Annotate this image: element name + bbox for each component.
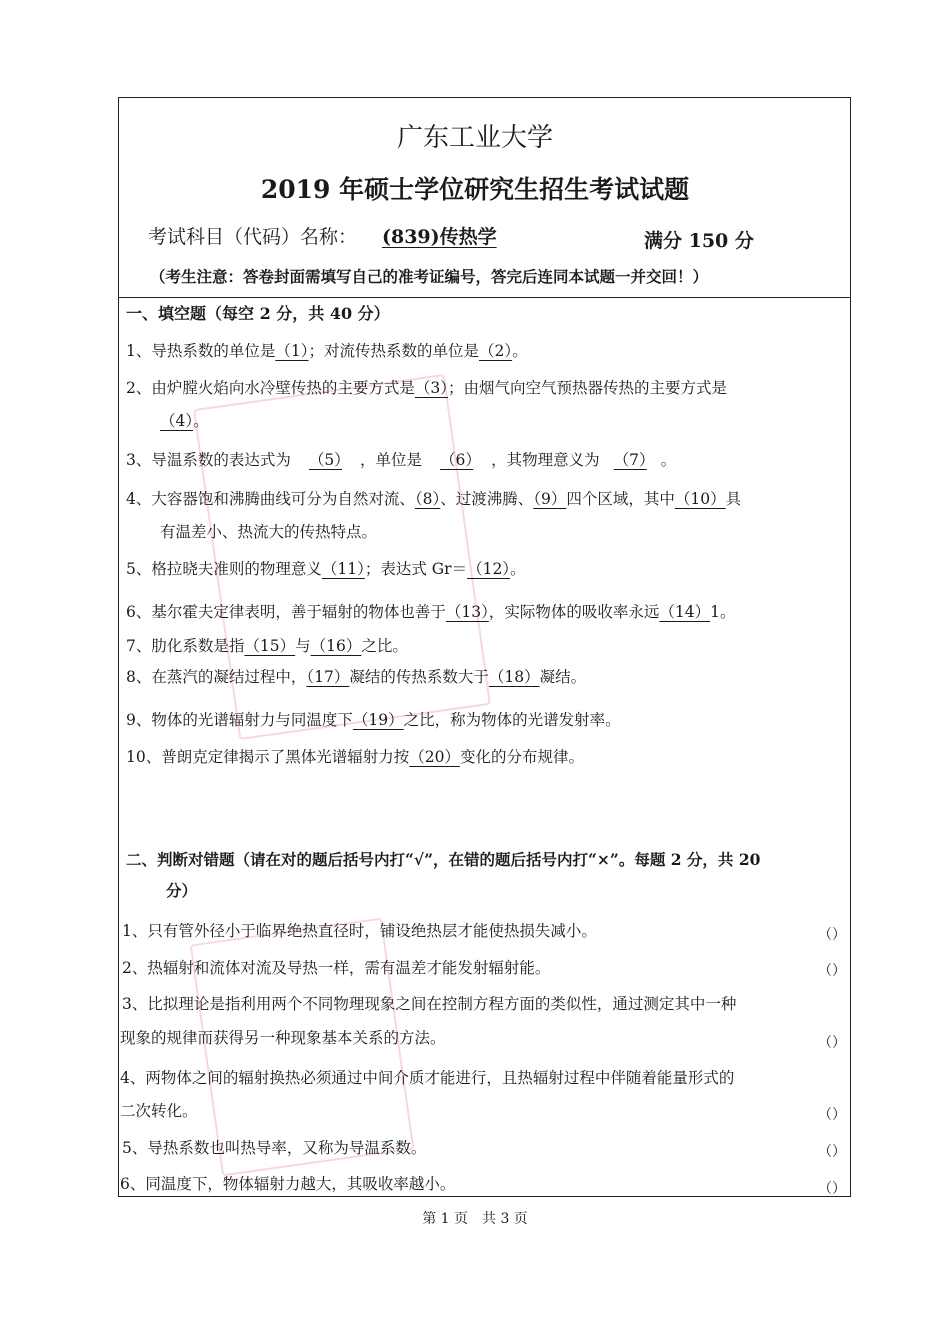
q4-text-2: 、过渡沸腾、 [440,490,534,508]
blank-18: （18） [488,668,540,686]
q5-text-2: ；表达式 Gr＝ [364,560,468,578]
university-name: 广东工业大学 [396,123,553,153]
question-7 [126,634,408,656]
blank-17: （17） [306,668,350,686]
q6-end: 1。 [710,603,736,621]
q3-text: 3、导温系数的表达式为 [126,451,291,469]
answer-paren-6[interactable]: （） [818,1181,846,1197]
judge-item-4-cont: 二次转化。 [120,1102,198,1120]
question-5 [126,557,526,579]
blank-10: （10） [674,490,726,508]
blank-6: （6） [440,451,474,469]
blank-15: （15） [244,637,296,655]
answer-paren-1[interactable]: （） [818,927,846,943]
subject-value: (839)传热学 [382,226,497,248]
judge-item-6: 6、同温度下，物体辐射力越大，其吸收率越小。 [120,1175,456,1193]
blank-20: （20） [409,748,460,766]
blank-1: （1） [275,342,309,360]
section2-title-cont: 分） [166,881,198,900]
q2-text: 2、由炉膛火焰向水冷壁传热的主要方式是 [126,379,415,397]
question-9 [126,708,621,730]
full-score: 满分 150 分 [644,230,754,252]
q1-text-2: ；对流传热系数的单位是 [308,342,480,360]
q2-text-2: ；由烟气向空气预热器传热的主要方式是 [448,379,728,397]
page-number: 第 1 页 共 3 页 [422,1211,528,1227]
answer-paren-3[interactable]: （） [818,1035,846,1051]
judge-item-3-cont: 现象的规律而获得另一种现象基本关系的方法。 [120,1029,446,1047]
question-10 [126,745,584,767]
question-6 [126,600,735,622]
q3-end: 。 [660,451,677,469]
blank-2: （2） [479,342,513,360]
section1-title: 一、填空题（每空 2 分，共 40 分） [126,304,390,323]
q3-text-2: ，单位是 [360,451,423,469]
blank-4: （4） [160,412,194,430]
section2-title: 二、判断对错题（请在对的题后括号内打“√”，在错的题后括号内打“×”。每题 2 分，共 20 [126,850,761,869]
q10-text: 10、普朗克定律揭示了黑体光谱辐射力按 [126,748,410,766]
q8-text-2: 凝结的传热系数大于 [349,668,489,686]
notice: （考生注意：答卷封面需填写自己的准考证编号，答完后连同本试题一并交回！） [150,267,709,286]
blank-9: （9） [533,490,567,508]
judge-item-2: 2、热辐射和流体对流及导热一样，需有温差才能发射辐射能。 [122,959,551,977]
q6-text-2: ，实际物体的吸收率永远 [488,603,660,621]
q5-text: 5、格拉晓夫准则的物理意义 [126,560,322,578]
question-4 [126,487,741,509]
blank-19: （19） [352,711,404,729]
q4-text-4: 具 [725,490,742,508]
q1-end: 。 [512,342,528,360]
q6-text: 6、基尔霍夫定律表明，善于辐射的物体也善于 [126,603,446,621]
blank-5: （5） [308,451,342,469]
q9-text: 9、物体的光谱辐射力与同温度下 [126,711,353,729]
blank-13: （13） [445,603,489,621]
header-divider [118,297,851,298]
q7-text-2: 与 [295,637,311,655]
question-2-cont [160,409,209,431]
q2-end: 。 [193,412,209,430]
q8-text: 8、在蒸汽的凝结过程中， [126,668,307,686]
q4-text-3: 四个区域，其中 [566,490,675,508]
judge-item-4: 4、两物体之间的辐射换热必须通过中间介质才能进行，且热辐射过程中伴随着能量形式的 [120,1069,735,1087]
answer-paren-5[interactable]: （） [818,1144,846,1160]
q3-text-3: ，其物理意义为 [491,451,600,469]
question-2 [126,376,727,398]
q7-end: 之比。 [361,637,408,655]
q5-end: 。 [510,560,526,578]
blank-11: （11） [321,560,365,578]
blank-8: （8） [414,490,441,508]
subject-label: 考试科目（代码）名称： [148,226,358,248]
answer-paren-4[interactable]: （） [818,1107,846,1123]
question-3 [126,448,676,470]
question-4-cont: 有温差小、热流大的传热特点。 [160,523,378,541]
blank-14: （14） [659,603,711,621]
blank-12: （12） [467,560,511,578]
q10-text-2: 变化的分布规律。 [459,748,584,766]
question-8 [126,665,586,687]
q4-text: 4、大容器饱和沸腾曲线可分为自然对流、 [126,490,415,508]
judge-item-1: 1、只有管外径小于临界绝热直径时，铺设绝热层才能使热损失减小。 [122,922,597,940]
q1-text: 1、导热系数的单位是 [126,342,276,360]
question-1 [126,339,528,361]
q7-text: 7、肋化系数是指 [126,637,245,655]
blank-3: （3） [414,379,448,397]
q8-end: 凝结。 [539,668,587,686]
answer-paren-2[interactable]: （） [818,963,846,979]
q9-text-2: 之比，称为物体的光谱发射率。 [403,711,621,729]
blank-16: （16） [310,637,362,655]
judge-item-3: 3、比拟理论是指利用两个不同物理现象之间在控制方程方面的类似性，通过测定其中一种 [122,995,737,1013]
judge-item-5: 5、导热系数也叫热导率，又称为导温系数。 [122,1139,427,1157]
exam-title: 2019 年硕士学位研究生招生考试试题 [260,175,690,204]
blank-7: （7） [613,451,647,469]
